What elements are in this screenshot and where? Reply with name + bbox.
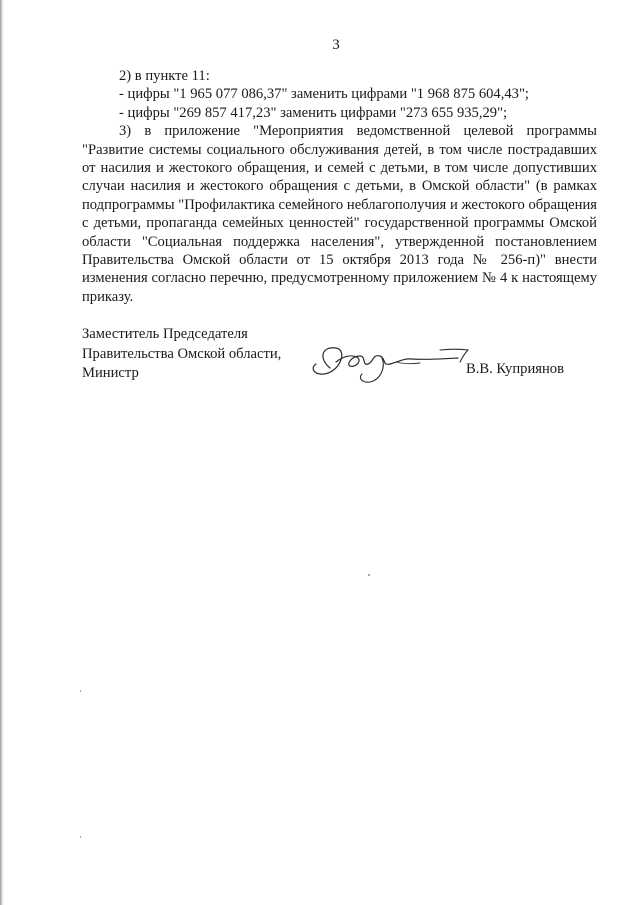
item-replace-figures-2: - цифры "269 857 417,23" заменить цифрами "273 655 935,29"; [119, 104, 508, 121]
signatory-name: В.В. Куприянов [466, 361, 564, 377]
scan-speck [80, 836, 81, 838]
position-line-1: Заместитель Председателя [82, 326, 248, 342]
handwritten-signature [300, 338, 480, 388]
item-point-3: 3) в приложение "Мероприятия ведомственной целевой программы "Развитие системы социального обслуживания детей, в том числе пострадавших от насилия и жестокого обращения, и семей с детьми, в том числе допустивших случаи насилия и жестокого обращения с детьми, в Омской области" (в рамках подпрограммы "Профилактика семейного неблагополучия и жестокого обращения с детьми, пропаганда семейных ценностей" государственной программы Омской области "Социальная поддержка населения", утвержденной постановлением Правительства Омской области от 15 октября 2013 года № 256-п)" внести изменения согласно перечню, предусмотренному приложением № 4 к настоящему приказу. [82, 123, 597, 305]
position-line-3: Министр [82, 365, 139, 381]
scan-speck [80, 690, 81, 692]
signatory-position [82, 325, 281, 384]
scan-speck [368, 574, 370, 576]
item-replace-figures-1: - цифры "1 965 077 086,37" заменить цифрами "1 968 875 604,43"; [119, 86, 529, 103]
position-line-2: Правительства Омской области, [82, 345, 282, 362]
scan-edge-shadow [0, 0, 4, 905]
page-number: 3 [332, 37, 340, 53]
item-point-2: 2) в пункте 11: [119, 68, 210, 84]
document-body [82, 67, 597, 306]
